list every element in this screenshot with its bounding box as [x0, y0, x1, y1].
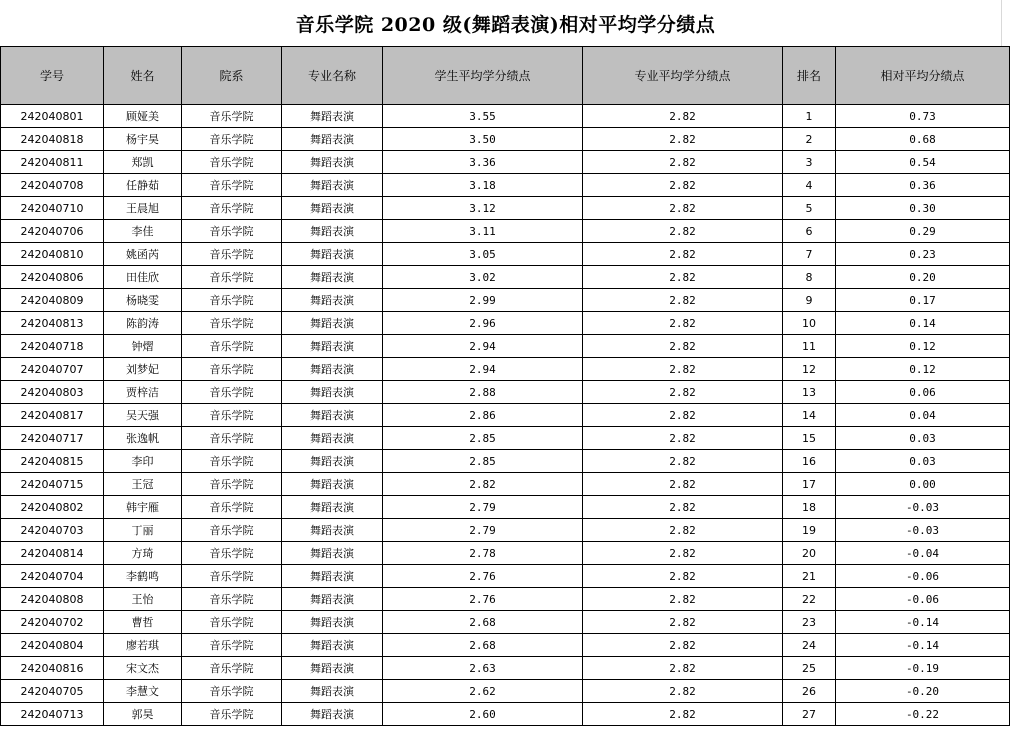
- cell-name[interactable]: 曹哲: [104, 611, 182, 634]
- cell-department[interactable]: 音乐学院: [182, 588, 282, 611]
- cell-major-gpa[interactable]: 2.82: [583, 542, 783, 565]
- header-major-gpa[interactable]: 专业平均学分绩点: [583, 47, 783, 105]
- cell-student-gpa[interactable]: 2.60: [383, 703, 583, 726]
- cell-student-gpa[interactable]: 2.76: [383, 565, 583, 588]
- cell-relative-gpa[interactable]: 0.00: [836, 473, 1010, 496]
- table-row: [1, 473, 1010, 496]
- cell-name[interactable]: 李印: [104, 450, 182, 473]
- cell-student-gpa[interactable]: 2.68: [383, 611, 583, 634]
- cell-rank[interactable]: 25: [783, 657, 836, 680]
- cell-relative-gpa[interactable]: 0.12: [836, 335, 1010, 358]
- cell-major-gpa[interactable]: 2.82: [583, 657, 783, 680]
- table-row: [1, 197, 1010, 220]
- cell-department[interactable]: 音乐学院: [182, 381, 282, 404]
- cell-student-gpa[interactable]: 2.88: [383, 381, 583, 404]
- cell-department[interactable]: 音乐学院: [182, 335, 282, 358]
- cell-name[interactable]: 钟熠: [104, 335, 182, 358]
- cell-major[interactable]: 舞蹈表演: [282, 588, 383, 611]
- cell-major-gpa[interactable]: 2.82: [583, 174, 783, 197]
- cell-department[interactable]: 音乐学院: [182, 427, 282, 450]
- cell-rank[interactable]: 20: [783, 542, 836, 565]
- cell-rank[interactable]: 15: [783, 427, 836, 450]
- cell-name[interactable]: 郭昊: [104, 703, 182, 726]
- table-row: [1, 128, 1010, 151]
- cell-department[interactable]: 音乐学院: [182, 289, 282, 312]
- cell-name[interactable]: 姚函芮: [104, 243, 182, 266]
- cell-relative-gpa[interactable]: -0.14: [836, 634, 1010, 657]
- cell-major[interactable]: 舞蹈表演: [282, 703, 383, 726]
- cell-major-gpa[interactable]: 2.82: [583, 220, 783, 243]
- cell-student-gpa[interactable]: 3.02: [383, 266, 583, 289]
- header-student-gpa[interactable]: 学生平均学分绩点: [383, 47, 583, 105]
- header-student-id[interactable]: 学号: [1, 47, 104, 105]
- cell-student-id[interactable]: 242040710: [1, 197, 104, 220]
- header-department[interactable]: 院系: [182, 47, 282, 105]
- cell-major[interactable]: 舞蹈表演: [282, 473, 383, 496]
- cell-student-id[interactable]: 242040708: [1, 174, 104, 197]
- cell-relative-gpa[interactable]: -0.04: [836, 542, 1010, 565]
- cell-relative-gpa[interactable]: -0.20: [836, 680, 1010, 703]
- cell-department[interactable]: 音乐学院: [182, 404, 282, 427]
- table-row: [1, 519, 1010, 542]
- cell-major-gpa[interactable]: 2.82: [583, 312, 783, 335]
- cell-major-gpa[interactable]: 2.82: [583, 680, 783, 703]
- cell-major[interactable]: 舞蹈表演: [282, 128, 383, 151]
- cell-student-gpa[interactable]: 2.85: [383, 427, 583, 450]
- cell-student-gpa[interactable]: 2.96: [383, 312, 583, 335]
- cell-student-id[interactable]: 242040801: [1, 105, 104, 128]
- cell-department[interactable]: 音乐学院: [182, 680, 282, 703]
- cell-name[interactable]: 廖若琪: [104, 634, 182, 657]
- cell-major-gpa[interactable]: 2.82: [583, 335, 783, 358]
- sheet-title: 音乐学院 2020 级(舞蹈表演)相对平均学分绩点: [295, 13, 716, 36]
- cell-student-id[interactable]: 242040814: [1, 542, 104, 565]
- cell-name[interactable]: 任静茹: [104, 174, 182, 197]
- cell-major-gpa[interactable]: 2.82: [583, 381, 783, 404]
- cell-student-gpa[interactable]: 3.05: [383, 243, 583, 266]
- cell-student-id[interactable]: 242040816: [1, 657, 104, 680]
- table-row: [1, 335, 1010, 358]
- cell-name[interactable]: 丁丽: [104, 519, 182, 542]
- cell-relative-gpa[interactable]: -0.19: [836, 657, 1010, 680]
- cell-rank[interactable]: 27: [783, 703, 836, 726]
- gpa-table: [0, 46, 1010, 726]
- cell-major[interactable]: 舞蹈表演: [282, 243, 383, 266]
- cell-major-gpa[interactable]: 2.82: [583, 519, 783, 542]
- cell-student-id[interactable]: 242040818: [1, 128, 104, 151]
- cell-rank[interactable]: 23: [783, 611, 836, 634]
- cell-student-gpa[interactable]: 2.78: [383, 542, 583, 565]
- cell-rank[interactable]: 21: [783, 565, 836, 588]
- table-body: [1, 105, 1010, 726]
- cell-name[interactable]: 张逸帆: [104, 427, 182, 450]
- cell-department[interactable]: 音乐学院: [182, 634, 282, 657]
- cell-department[interactable]: 音乐学院: [182, 312, 282, 335]
- cell-major-gpa[interactable]: 2.82: [583, 289, 783, 312]
- cell-major[interactable]: 舞蹈表演: [282, 335, 383, 358]
- cell-student-id[interactable]: 242040803: [1, 381, 104, 404]
- table-row: [1, 634, 1010, 657]
- cell-student-id[interactable]: 242040815: [1, 450, 104, 473]
- cell-rank[interactable]: 2: [783, 128, 836, 151]
- cell-rank[interactable]: 4: [783, 174, 836, 197]
- cell-student-gpa[interactable]: 3.12: [383, 197, 583, 220]
- cell-relative-gpa[interactable]: 0.12: [836, 358, 1010, 381]
- cell-student-gpa[interactable]: 2.86: [383, 404, 583, 427]
- cell-major[interactable]: 舞蹈表演: [282, 496, 383, 519]
- cell-name[interactable]: 田佳欣: [104, 266, 182, 289]
- header-major[interactable]: 专业名称: [282, 47, 383, 105]
- cell-major[interactable]: 舞蹈表演: [282, 220, 383, 243]
- table-row: [1, 611, 1010, 634]
- cell-rank[interactable]: 17: [783, 473, 836, 496]
- cell-student-id[interactable]: 242040704: [1, 565, 104, 588]
- cell-major-gpa[interactable]: 2.82: [583, 565, 783, 588]
- cell-rank[interactable]: 19: [783, 519, 836, 542]
- cell-department[interactable]: 音乐学院: [182, 473, 282, 496]
- cell-student-gpa[interactable]: 3.18: [383, 174, 583, 197]
- cell-major[interactable]: 舞蹈表演: [282, 519, 383, 542]
- cell-student-gpa[interactable]: 3.11: [383, 220, 583, 243]
- cell-major[interactable]: 舞蹈表演: [282, 404, 383, 427]
- cell-relative-gpa[interactable]: 0.73: [836, 105, 1010, 128]
- cell-student-id[interactable]: 242040702: [1, 611, 104, 634]
- cell-department[interactable]: 音乐学院: [182, 174, 282, 197]
- cell-major[interactable]: 舞蹈表演: [282, 151, 383, 174]
- cell-name[interactable]: 方琦: [104, 542, 182, 565]
- cell-student-id[interactable]: 242040717: [1, 427, 104, 450]
- cell-relative-gpa[interactable]: -0.03: [836, 496, 1010, 519]
- cell-name[interactable]: 杨晓雯: [104, 289, 182, 312]
- table-row: [1, 450, 1010, 473]
- cell-major[interactable]: 舞蹈表演: [282, 657, 383, 680]
- cell-major-gpa[interactable]: 2.82: [583, 197, 783, 220]
- cell-student-gpa[interactable]: 2.79: [383, 519, 583, 542]
- header-relative-gpa[interactable]: 相对平均分绩点: [836, 47, 1010, 105]
- cell-relative-gpa[interactable]: 0.23: [836, 243, 1010, 266]
- cell-relative-gpa[interactable]: 0.04: [836, 404, 1010, 427]
- cell-name[interactable]: 顾娅美: [104, 105, 182, 128]
- cell-department[interactable]: 音乐学院: [182, 266, 282, 289]
- cell-relative-gpa[interactable]: -0.06: [836, 565, 1010, 588]
- cell-student-gpa[interactable]: 2.94: [383, 358, 583, 381]
- cell-student-gpa[interactable]: 2.79: [383, 496, 583, 519]
- cell-student-gpa[interactable]: 2.63: [383, 657, 583, 680]
- cell-name[interactable]: 陈韵涛: [104, 312, 182, 335]
- cell-rank[interactable]: 1: [783, 105, 836, 128]
- cell-rank[interactable]: 8: [783, 266, 836, 289]
- cell-name[interactable]: 李慧文: [104, 680, 182, 703]
- cell-major-gpa[interactable]: 2.82: [583, 404, 783, 427]
- cell-department[interactable]: 音乐学院: [182, 151, 282, 174]
- cell-department[interactable]: 音乐学院: [182, 565, 282, 588]
- cell-major-gpa[interactable]: 2.82: [583, 358, 783, 381]
- cell-name[interactable]: 王晨旭: [104, 197, 182, 220]
- cell-student-id[interactable]: 242040808: [1, 588, 104, 611]
- cell-major[interactable]: 舞蹈表演: [282, 427, 383, 450]
- cell-rank[interactable]: 24: [783, 634, 836, 657]
- header-name[interactable]: 姓名: [104, 47, 182, 105]
- cell-department[interactable]: 音乐学院: [182, 657, 282, 680]
- table-row: [1, 404, 1010, 427]
- cell-rank[interactable]: 11: [783, 335, 836, 358]
- cell-student-id[interactable]: 242040806: [1, 266, 104, 289]
- header-rank[interactable]: 排名: [783, 47, 836, 105]
- cell-name[interactable]: 刘梦妃: [104, 358, 182, 381]
- cell-student-id[interactable]: 242040810: [1, 243, 104, 266]
- cell-relative-gpa[interactable]: -0.22: [836, 703, 1010, 726]
- cell-rank[interactable]: 9: [783, 289, 836, 312]
- cell-rank[interactable]: 6: [783, 220, 836, 243]
- cell-major[interactable]: 舞蹈表演: [282, 174, 383, 197]
- cell-student-id[interactable]: 242040715: [1, 473, 104, 496]
- table-row: [1, 105, 1010, 128]
- cell-department[interactable]: 音乐学院: [182, 197, 282, 220]
- cell-student-gpa[interactable]: 2.62: [383, 680, 583, 703]
- cell-department[interactable]: 音乐学院: [182, 519, 282, 542]
- cell-major[interactable]: 舞蹈表演: [282, 358, 383, 381]
- cell-name[interactable]: 李佳: [104, 220, 182, 243]
- cell-name[interactable]: 宋文杰: [104, 657, 182, 680]
- cell-student-id[interactable]: 242040809: [1, 289, 104, 312]
- cell-student-gpa[interactable]: 2.85: [383, 450, 583, 473]
- cell-student-id[interactable]: 242040817: [1, 404, 104, 427]
- table-header-row: [1, 47, 1010, 105]
- cell-relative-gpa[interactable]: 0.36: [836, 174, 1010, 197]
- cell-student-gpa[interactable]: 2.94: [383, 335, 583, 358]
- cell-student-id[interactable]: 242040705: [1, 680, 104, 703]
- table-row: [1, 151, 1010, 174]
- cell-rank[interactable]: 12: [783, 358, 836, 381]
- cell-relative-gpa[interactable]: 0.68: [836, 128, 1010, 151]
- cell-department[interactable]: 音乐学院: [182, 450, 282, 473]
- cell-student-id[interactable]: 242040713: [1, 703, 104, 726]
- cell-name[interactable]: 王怡: [104, 588, 182, 611]
- cell-major[interactable]: 舞蹈表演: [282, 105, 383, 128]
- cell-major-gpa[interactable]: 2.82: [583, 496, 783, 519]
- cell-student-gpa[interactable]: 3.50: [383, 128, 583, 151]
- cell-name[interactable]: 贾梓洁: [104, 381, 182, 404]
- cell-relative-gpa[interactable]: 0.03: [836, 450, 1010, 473]
- table-row: [1, 174, 1010, 197]
- cell-student-id[interactable]: 242040707: [1, 358, 104, 381]
- cell-student-gpa[interactable]: 3.55: [383, 105, 583, 128]
- cell-major[interactable]: 舞蹈表演: [282, 450, 383, 473]
- cell-department[interactable]: 音乐学院: [182, 128, 282, 151]
- cell-relative-gpa[interactable]: 0.06: [836, 381, 1010, 404]
- cell-department[interactable]: 音乐学院: [182, 243, 282, 266]
- table-row: [1, 381, 1010, 404]
- table-row: [1, 243, 1010, 266]
- cell-major-gpa[interactable]: 2.82: [583, 450, 783, 473]
- cell-student-id[interactable]: 242040811: [1, 151, 104, 174]
- cell-student-gpa[interactable]: 2.82: [383, 473, 583, 496]
- cell-major[interactable]: 舞蹈表演: [282, 565, 383, 588]
- cell-major[interactable]: 舞蹈表演: [282, 289, 383, 312]
- cell-student-gpa[interactable]: 2.99: [383, 289, 583, 312]
- cell-relative-gpa[interactable]: 0.30: [836, 197, 1010, 220]
- cell-name[interactable]: 郑凯: [104, 151, 182, 174]
- cell-relative-gpa[interactable]: 0.29: [836, 220, 1010, 243]
- table-row: [1, 266, 1010, 289]
- cell-major-gpa[interactable]: 2.82: [583, 703, 783, 726]
- cell-major-gpa[interactable]: 2.82: [583, 266, 783, 289]
- cell-student-id[interactable]: 242040813: [1, 312, 104, 335]
- cell-student-gpa[interactable]: 2.76: [383, 588, 583, 611]
- table-row: [1, 312, 1010, 335]
- cell-rank[interactable]: 3: [783, 151, 836, 174]
- cell-relative-gpa[interactable]: -0.14: [836, 611, 1010, 634]
- grid-edge: [1001, 0, 1009, 46]
- cell-major-gpa[interactable]: 2.82: [583, 634, 783, 657]
- cell-name[interactable]: 吴天强: [104, 404, 182, 427]
- cell-rank[interactable]: 13: [783, 381, 836, 404]
- cell-major-gpa[interactable]: 2.82: [583, 427, 783, 450]
- cell-major-gpa[interactable]: 2.82: [583, 243, 783, 266]
- cell-department[interactable]: 音乐学院: [182, 220, 282, 243]
- cell-rank[interactable]: 14: [783, 404, 836, 427]
- cell-name[interactable]: 王冠: [104, 473, 182, 496]
- cell-major[interactable]: 舞蹈表演: [282, 542, 383, 565]
- cell-student-id[interactable]: 242040706: [1, 220, 104, 243]
- cell-major[interactable]: 舞蹈表演: [282, 381, 383, 404]
- cell-name[interactable]: 杨宇昊: [104, 128, 182, 151]
- cell-major[interactable]: 舞蹈表演: [282, 266, 383, 289]
- cell-relative-gpa[interactable]: 0.14: [836, 312, 1010, 335]
- cell-relative-gpa[interactable]: 0.54: [836, 151, 1010, 174]
- cell-rank[interactable]: 22: [783, 588, 836, 611]
- cell-relative-gpa[interactable]: -0.06: [836, 588, 1010, 611]
- cell-major-gpa[interactable]: 2.82: [583, 611, 783, 634]
- cell-rank[interactable]: 5: [783, 197, 836, 220]
- cell-student-id[interactable]: 242040804: [1, 634, 104, 657]
- cell-department[interactable]: 音乐学院: [182, 358, 282, 381]
- cell-student-gpa[interactable]: 2.68: [383, 634, 583, 657]
- cell-major-gpa[interactable]: 2.82: [583, 128, 783, 151]
- cell-department[interactable]: 音乐学院: [182, 105, 282, 128]
- cell-student-id[interactable]: 242040802: [1, 496, 104, 519]
- cell-rank[interactable]: 26: [783, 680, 836, 703]
- cell-major-gpa[interactable]: 2.82: [583, 105, 783, 128]
- cell-relative-gpa[interactable]: 0.20: [836, 266, 1010, 289]
- table-row: [1, 289, 1010, 312]
- cell-name[interactable]: 韩宇雁: [104, 496, 182, 519]
- table-row: [1, 427, 1010, 450]
- cell-major-gpa[interactable]: 2.82: [583, 588, 783, 611]
- cell-major[interactable]: 舞蹈表演: [282, 680, 383, 703]
- cell-rank[interactable]: 7: [783, 243, 836, 266]
- cell-major[interactable]: 舞蹈表演: [282, 197, 383, 220]
- cell-major[interactable]: 舞蹈表演: [282, 312, 383, 335]
- cell-student-id[interactable]: 242040718: [1, 335, 104, 358]
- table-row: [1, 358, 1010, 381]
- table-row: [1, 220, 1010, 243]
- cell-department[interactable]: 音乐学院: [182, 611, 282, 634]
- cell-rank[interactable]: 10: [783, 312, 836, 335]
- cell-student-id[interactable]: 242040703: [1, 519, 104, 542]
- cell-student-gpa[interactable]: 3.36: [383, 151, 583, 174]
- table-row: [1, 680, 1010, 703]
- table-row: [1, 588, 1010, 611]
- cell-major[interactable]: 舞蹈表演: [282, 634, 383, 657]
- table-row: [1, 703, 1010, 726]
- table-row: [1, 565, 1010, 588]
- table-row: [1, 657, 1010, 680]
- table-row: [1, 542, 1010, 565]
- cell-major-gpa[interactable]: 2.82: [583, 151, 783, 174]
- cell-major-gpa[interactable]: 2.82: [583, 473, 783, 496]
- cell-rank[interactable]: 18: [783, 496, 836, 519]
- cell-department[interactable]: 音乐学院: [182, 542, 282, 565]
- cell-relative-gpa[interactable]: -0.03: [836, 519, 1010, 542]
- cell-department[interactable]: 音乐学院: [182, 496, 282, 519]
- cell-name[interactable]: 李鹤鸣: [104, 565, 182, 588]
- cell-department[interactable]: 音乐学院: [182, 703, 282, 726]
- cell-rank[interactable]: 16: [783, 450, 836, 473]
- cell-relative-gpa[interactable]: 0.03: [836, 427, 1010, 450]
- cell-relative-gpa[interactable]: 0.17: [836, 289, 1010, 312]
- cell-major[interactable]: 舞蹈表演: [282, 611, 383, 634]
- table-row: [1, 496, 1010, 519]
